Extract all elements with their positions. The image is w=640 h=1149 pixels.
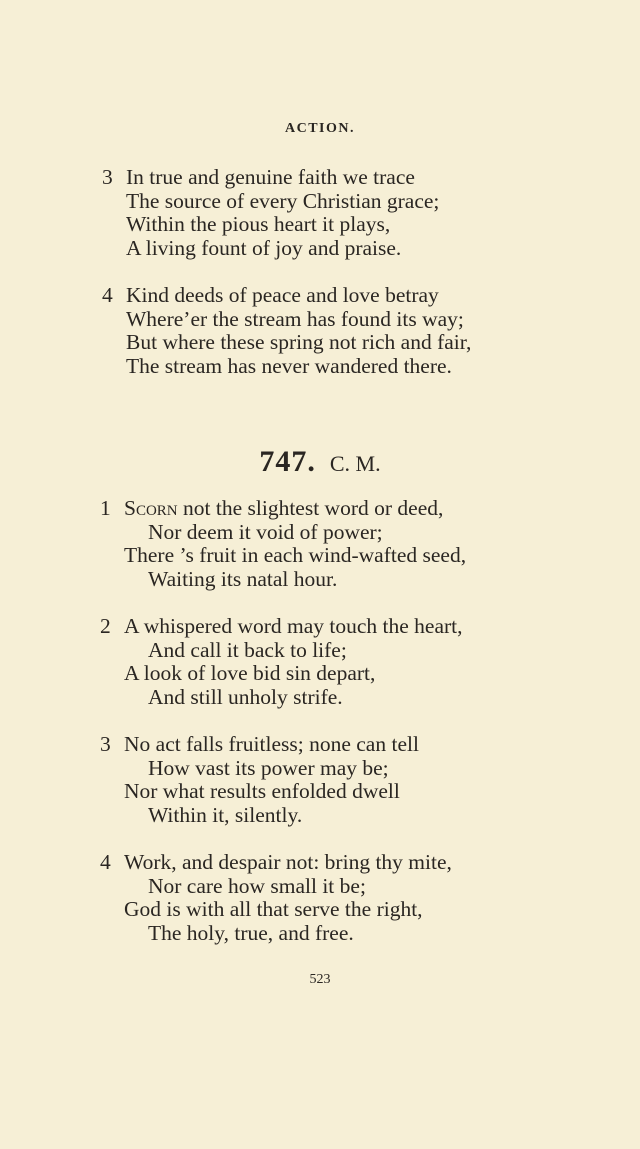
stanza-line: The stream has never wandered there.: [126, 353, 452, 378]
hymn-stanza-4: [100, 851, 452, 945]
hymn-stanza-3: [100, 733, 419, 827]
stanza-line: 1 Scorn not the slightest word or deed,: [100, 496, 444, 520]
stanza-line: How vast its power may be;: [148, 755, 389, 780]
stanza-line: Within it, silently.: [148, 802, 303, 827]
stanza-number: 3: [100, 732, 111, 756]
stanza-line: The source of every Christian grace;: [126, 188, 440, 213]
stanza-line: 3 In true and genuine faith we trace: [102, 165, 415, 189]
stanza-line: A look of love bid sin depart,: [124, 661, 376, 685]
stanza-line: Where’er the stream has found its way;: [126, 306, 464, 331]
stanza-number: 4: [102, 283, 113, 307]
hymn-heading: [0, 445, 640, 481]
stanza-line: And call it back to life;: [148, 637, 347, 662]
stanza-line: 3 No act falls fruitless; none can tell: [100, 732, 419, 756]
hymn-number: 747.: [259, 445, 316, 478]
stanza-line: Nor care how small it be;: [148, 873, 366, 898]
stanza-line: But where these spring not rich and fair,: [126, 330, 472, 354]
stanza-number: 4: [100, 850, 111, 874]
hymn-meter: C. M.: [329, 451, 381, 476]
prev-stanza-4: [102, 284, 471, 378]
stanza-line: A living fount of joy and praise.: [126, 235, 402, 260]
stanza-number: 3: [102, 165, 113, 189]
stanza-line: 4 Work, and despair not: bring thy mite,: [100, 850, 452, 874]
stanza-line: God is with all that serve the right,: [124, 897, 423, 921]
stanza-line: 4 Kind deeds of peace and love betray: [102, 283, 439, 307]
stanza-line: And still unholy strife.: [148, 684, 343, 709]
hymn-stanza-1: [100, 497, 466, 591]
stanza-line: Nor deem it void of power;: [148, 519, 383, 544]
small-caps-word: Scorn: [124, 496, 178, 520]
stanza-number: 2: [100, 614, 111, 638]
hymn-stanza-2: [100, 615, 463, 709]
stanza-line: 2 A whispered word may touch the heart,: [100, 614, 463, 638]
stanza-line: Within the pious heart it plays,: [126, 212, 391, 236]
running-head: ACTION.: [284, 121, 355, 136]
stanza-line: Waiting its natal hour.: [148, 566, 338, 591]
stanza-line: Nor what results enfolded dwell: [124, 779, 400, 803]
stanza-number: 1: [100, 496, 111, 520]
page-number: 523: [309, 972, 331, 987]
stanza-line: The holy, true, and free.: [148, 920, 354, 945]
prev-stanza-3: [102, 166, 439, 260]
stanza-line: There ’s fruit in each wind-wafted seed,: [124, 543, 467, 567]
